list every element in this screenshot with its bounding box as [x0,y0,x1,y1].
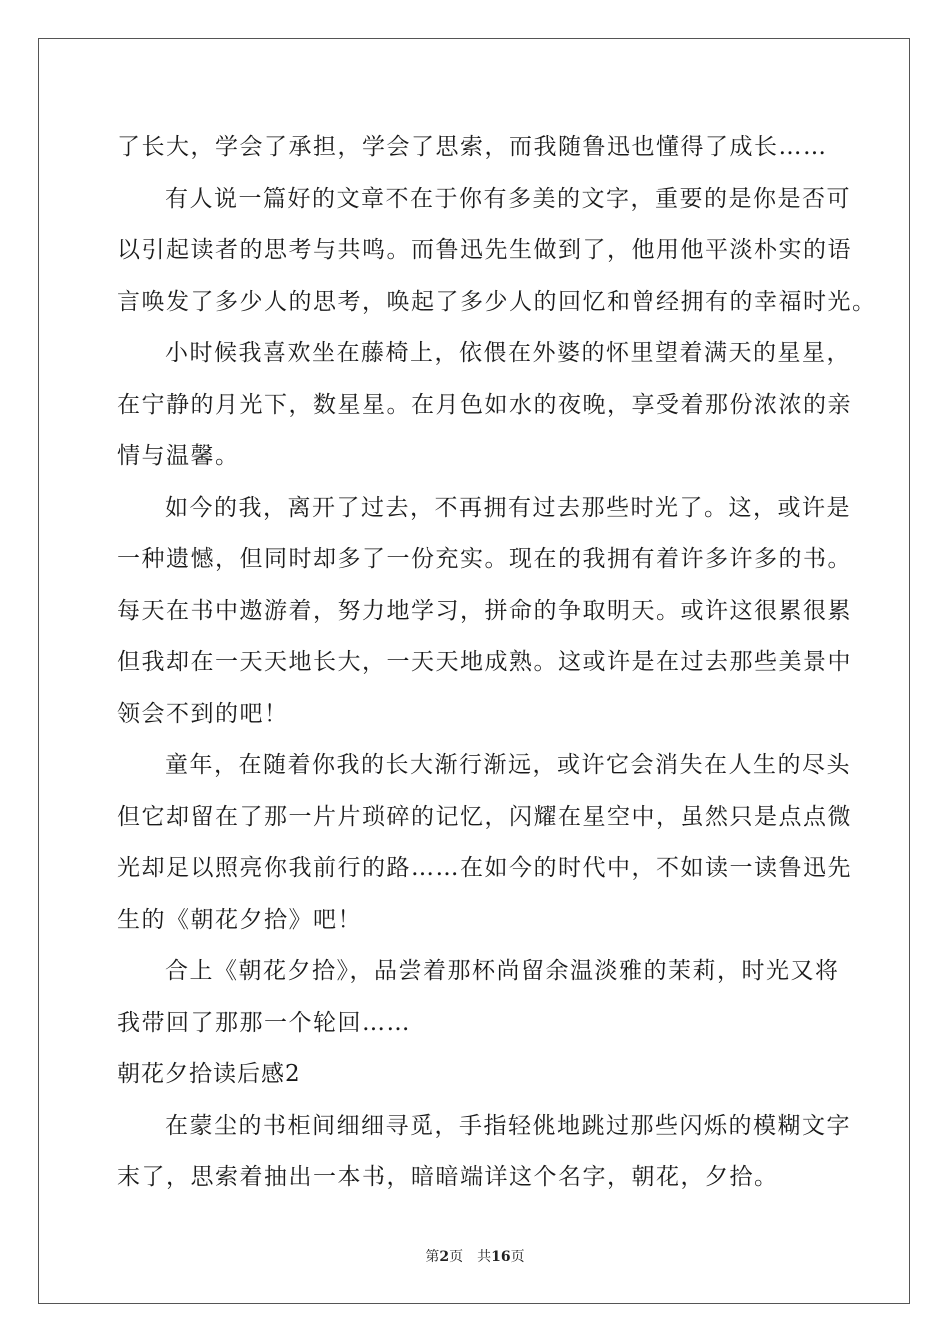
page-footer [0,1246,950,1266]
text-line: 但它却留在了那一片片琐碎的记忆，闪耀在星空中，虽然只是点点微 [117,803,852,830]
current-page-number: 2 [439,1249,450,1265]
text-line: 一种遗憾，但同时却多了一份充实。现在的我拥有着许多许多的书。 [117,546,852,572]
text-line: 以引起读者的思考与共鸣。而鲁迅先生做到了，他用他平淡朴实的语 [117,237,852,263]
footer-page-suffix: 页 [449,1249,464,1265]
section-heading: 朝花夕拾读后感2 [117,1061,301,1087]
document-body [117,127,877,1209]
text-line: 但我却在一天天地长大，一天天地成熟。这或许是在过去那些美景中 [117,649,852,675]
text-line: 光却足以照亮你我前行的路……在如今的时代中，不如读一读鲁迅先 [117,855,852,881]
text-line: 童年，在随着你我的长大渐行渐远，或许它会消失在人生的尽头 [165,752,851,778]
text-line: 有人说一篇好的文章不在于你有多美的文字，重要的是你是否可 [165,185,851,212]
text-line: 情与温馨。 [117,443,240,469]
text-line: 我带回了那那一个轮回…… [117,1009,411,1036]
text-line: 在宁静的月光下，数星星。在月色如水的夜晚，享受着那份浓浓的亲 [117,391,852,418]
total-page-count: 16 [491,1249,511,1265]
footer-total-suffix: 页 [510,1249,525,1265]
text-line: 如今的我，离开了过去，不再拥有过去那些时光了。这，或许是 [165,494,851,521]
text-line: 小时候我喜欢坐在藤椅上，依偎在外婆的怀里望着满天的星星， [165,340,851,366]
text-line: 合上《朝花夕拾》，品尝着那杯尚留余温淡雅的茉莉，时光又将 [165,958,840,984]
text-line: 每天在书中遨游着，努力地学习，拼命的争取明天。或许这很累很累 [117,597,852,624]
text-line: 在蒙尘的书柜间细细寻觅，手指轻佻地跳过那些闪烁的模糊文字 [165,1112,851,1139]
footer-prefix: 第 [425,1249,440,1265]
text-line: 言唤发了多少人的思考，唤起了多少人的回忆和曾经拥有的幸福时光。 [117,288,877,315]
footer-total-prefix: 共 [477,1249,492,1265]
text-line: 领会不到的吧！ [117,700,289,727]
text-line: 了长大，学会了承担，学会了思索，而我随鲁迅也懂得了成长…… [117,134,828,160]
text-line: 生的《朝花夕拾》吧！ [117,906,362,933]
text-line: 末了，思索着抽出一本书，暗暗端详这个名字，朝花，夕拾。 [117,1164,779,1190]
